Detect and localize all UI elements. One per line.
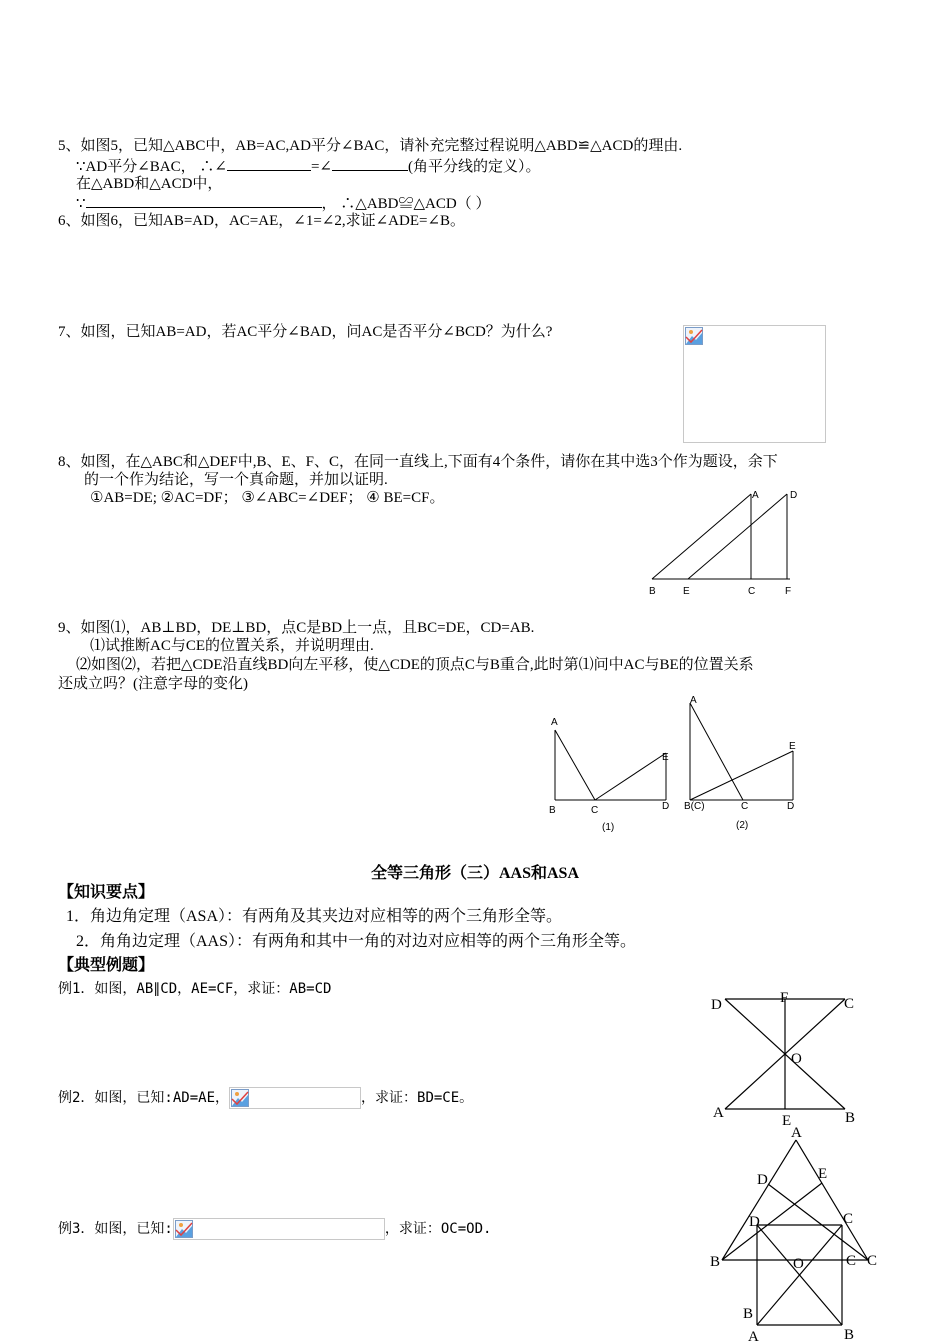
ex3-label-A: A bbox=[748, 1329, 759, 1344]
ex2-label-D: D bbox=[757, 1172, 768, 1188]
ex1-label-F: F bbox=[780, 990, 789, 1006]
section-title: 全等三角形（三）AAS和ASA bbox=[370, 865, 580, 882]
ex1-label-A: A bbox=[713, 1105, 724, 1121]
figure-q8 bbox=[640, 484, 810, 602]
ex2-label-O: O bbox=[793, 1256, 804, 1270]
example-2-part1: 例2．如图，已知:AD=AE， bbox=[58, 1090, 230, 1106]
knowledge-point-1: 1．角边角定理（ASA）：有两角及其夹边对应相等的两个三角形全等。 bbox=[66, 908, 563, 925]
blank-conditions[interactable] bbox=[86, 193, 322, 208]
examples-header: 【典型例题】 bbox=[58, 957, 155, 974]
fig2-caption: (2) bbox=[736, 820, 749, 831]
example-3-image-placeholder bbox=[173, 1218, 385, 1240]
label-A: A bbox=[752, 490, 759, 501]
figure-q9 bbox=[540, 690, 810, 840]
label-C: C bbox=[748, 586, 756, 597]
q5-line2-part3: (角平分线的定义）。 bbox=[407, 159, 541, 175]
example-1: 例1．如图，AB∥CD，AE=CF，求证：AB=CD bbox=[58, 981, 332, 997]
label-F: F bbox=[785, 586, 792, 597]
ex2-label-B: B bbox=[710, 1254, 721, 1270]
example-2 bbox=[58, 1087, 473, 1109]
q8-line3: ①AB=DE; ②AC=DF； ③∠ABC=∠DEF； ④ BE=CF。 bbox=[90, 490, 445, 506]
fig2-label-C: C bbox=[741, 801, 749, 812]
fig1-label-B: B bbox=[549, 805, 556, 816]
ex3-label-D: D bbox=[749, 1214, 760, 1230]
q8-line2: 的一个作为结论，写一个真命题，并加以证明. bbox=[84, 472, 388, 488]
q9-line3: ⑵如图⑵，若把△CDE沿直线BD向左平移，使△CDE的顶点C与B重合,此时第⑴问中AC与BE的位置关系 bbox=[76, 657, 754, 673]
q5-line4-part1: ∵ bbox=[76, 196, 86, 212]
fig1-label-C: C bbox=[591, 805, 599, 816]
fig2-label-E: E bbox=[789, 741, 796, 752]
q5-line4-part2: ， ∴△ABD≌△ACD（ ） bbox=[321, 196, 491, 212]
fig1-caption: (1) bbox=[602, 822, 615, 833]
example-2-image-placeholder bbox=[229, 1087, 361, 1109]
broken-image-icon bbox=[175, 1220, 193, 1238]
ex3-label-C-right: C bbox=[846, 1253, 857, 1269]
ex1-label-B: B bbox=[845, 1110, 856, 1126]
figure-example-3 bbox=[700, 1205, 890, 1344]
q9-line1: 9、如图⑴，AB⊥BD，DE⊥BD，点C是BD上一点，且BC=DE，CD=AB. bbox=[58, 620, 535, 636]
q9-line2: ⑴试推断AC与CE的位置关系，并说明理由. bbox=[90, 638, 374, 654]
ex3-label-C-top: C bbox=[843, 1211, 854, 1227]
ex2-label-A: A bbox=[791, 1125, 802, 1141]
knowledge-point-2: 2．角角边定理（AAS）：有两角和其中一角的对边对应相等的两个三角形全等。 bbox=[76, 933, 637, 950]
fig1-label-D: D bbox=[662, 801, 670, 812]
label-D: D bbox=[790, 490, 798, 501]
broken-image-icon bbox=[231, 1089, 249, 1107]
example-3-part2: ，求证：OC=OD. bbox=[384, 1221, 492, 1237]
blank-angle-1[interactable] bbox=[227, 156, 311, 171]
label-E: E bbox=[683, 586, 690, 597]
ex3-label-B-bottom: B bbox=[844, 1327, 855, 1343]
ex2-label-E: E bbox=[818, 1166, 828, 1182]
figure-example-1 bbox=[700, 985, 880, 1130]
q5-line2 bbox=[76, 156, 540, 176]
q5-line4 bbox=[76, 193, 490, 213]
q7-text: 7、如图，已知AB=AD，若AC平分∠BAD，问AC是否平分∠BCD？为什么? bbox=[58, 324, 553, 340]
ex1-label-C: C bbox=[844, 996, 855, 1012]
broken-image-icon bbox=[685, 327, 703, 345]
q5-line2-part2: =∠ bbox=[310, 159, 332, 175]
fig1-label-A: A bbox=[551, 717, 558, 728]
q5-line1: 5、如图5，已知△ABC中，AB=AC,AD平分∠BAC，请补充完整过程说明△ABD≌△ACD的理由. bbox=[58, 138, 683, 154]
q5-line2-part1: ∵AD平分∠BAC， ∴∠ bbox=[76, 159, 227, 175]
ex1-label-D: D bbox=[711, 997, 722, 1013]
ex2-label-C: C bbox=[867, 1253, 878, 1269]
q5-line3: 在△ABD和△ACD中， bbox=[76, 176, 223, 192]
example-3 bbox=[58, 1218, 491, 1240]
knowledge-header: 【知识要点】 bbox=[58, 884, 155, 901]
broken-image-placeholder bbox=[683, 325, 826, 443]
label-B: B bbox=[649, 586, 656, 597]
q9-line4: 还成立吗？(注意字母的变化) bbox=[58, 676, 248, 692]
example-3-part1: 例3．如图，已知: bbox=[58, 1221, 173, 1237]
q6-text: 6、如图6，已知AB=AD，AC=AE，∠1=∠2,求证∠ADE=∠B。 bbox=[58, 213, 466, 229]
fig2-label-BC: B(C) bbox=[684, 801, 705, 812]
ex3-label-B-left: B bbox=[743, 1306, 754, 1322]
blank-angle-2[interactable] bbox=[332, 156, 408, 171]
example-2-part2: ，求证：BD=CE。 bbox=[361, 1090, 474, 1106]
fig1-label-E: E bbox=[662, 752, 669, 763]
ex1-label-E: E bbox=[782, 1113, 792, 1129]
ex1-label-O: O bbox=[791, 1051, 802, 1067]
fig2-label-D: D bbox=[787, 801, 795, 812]
fig2-label-A: A bbox=[690, 695, 697, 706]
q8-line1: 8、如图，在△ABC和△DEF中,B、E、F、C，在同一直线上,下面有4个条件，请你在其中选3个作为题设，余下 bbox=[58, 454, 778, 470]
